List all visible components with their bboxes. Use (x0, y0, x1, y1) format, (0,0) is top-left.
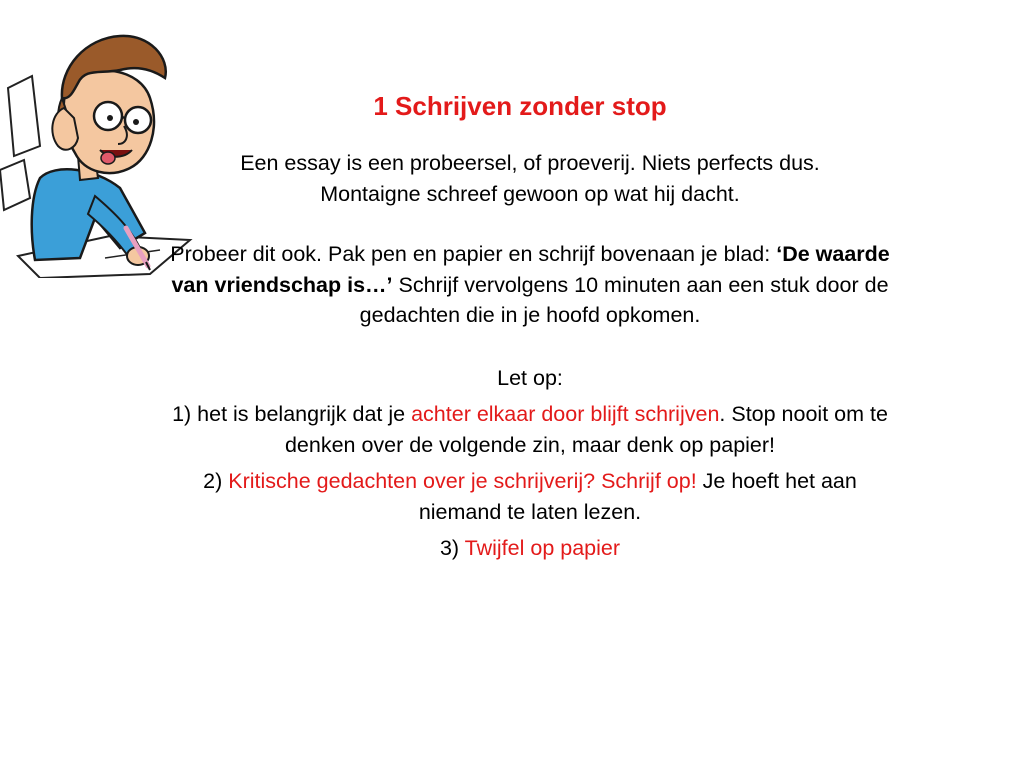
instruction-text-end: Schrijf vervolgens 10 minuten aan een stuk door de gedachten die in je hoofd opkomen. (359, 272, 889, 327)
point-1-highlight: achter elkaar door blijft schrijven (411, 402, 720, 426)
point-2 (165, 466, 895, 527)
point-3 (165, 533, 895, 564)
point-3-prefix: 3) (439, 536, 465, 560)
instruction-paragraph (165, 239, 895, 331)
intro-paragraph (165, 148, 895, 209)
instruction-quote: ‘De waarde van vriendschap is…’ (171, 242, 890, 297)
point-2-highlight: Kritische gedachten over je schrijverij? Schrijf op! (228, 469, 697, 493)
let-op-label: Let op: (497, 365, 563, 390)
point-1-suffix: . Stop nooit om te denken over de volgende zin, maar denk op papier! (284, 402, 888, 457)
point-3-highlight: Twijfel op papier (464, 536, 621, 560)
point-1 (165, 399, 895, 460)
intro-line-1: Een essay is een probeersel, of proeverij. Niets perfects dus. (240, 151, 820, 175)
slide-title: 1 Schrijven zonder stop (373, 91, 667, 121)
intro-line-2: Montaigne schreef gewoon op wat hij dacht. (320, 181, 740, 206)
slide-body (165, 148, 895, 564)
point-2-prefix: 2) (203, 469, 229, 493)
instruction-text-start: Probeer dit ook. Pak pen en papier en schrijf bovenaan je blad: (170, 242, 777, 266)
point-2-suffix: Je hoeft het aan niemand te laten lezen. (418, 469, 857, 524)
point-1-prefix: 1) het is belangrijk dat je (172, 402, 412, 426)
